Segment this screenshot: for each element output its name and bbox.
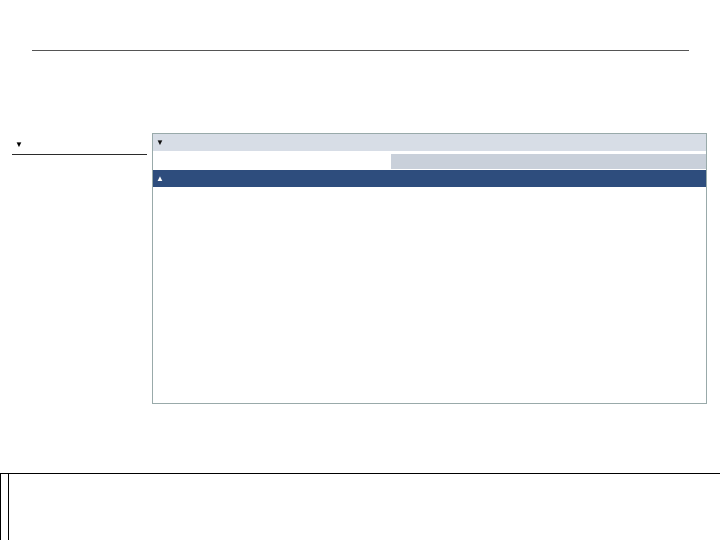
title-divider [32, 50, 689, 51]
sort-arrow-icon: ▲ [156, 174, 164, 183]
column-header-date[interactable] [532, 170, 604, 187]
results-panel [152, 133, 707, 404]
footer-rule [8, 473, 9, 540]
column-header-slet [604, 170, 650, 187]
column-header-udbyd [650, 170, 706, 187]
results-header[interactable] [153, 134, 706, 151]
table-header [153, 170, 706, 187]
column-header-name[interactable] [153, 170, 329, 187]
column-header-type[interactable] [329, 170, 387, 187]
nav-item-undervisningsforloeb[interactable] [12, 136, 147, 154]
caret-down-icon: ▼ [15, 140, 23, 149]
pager-text [391, 154, 706, 169]
sidebar-nav [12, 136, 147, 155]
column-header-akt[interactable] [387, 170, 479, 187]
footer-frame [0, 473, 720, 540]
caret-down-icon: ▼ [156, 138, 164, 147]
column-header-status[interactable] [478, 170, 532, 187]
nav-submenu [12, 154, 147, 155]
